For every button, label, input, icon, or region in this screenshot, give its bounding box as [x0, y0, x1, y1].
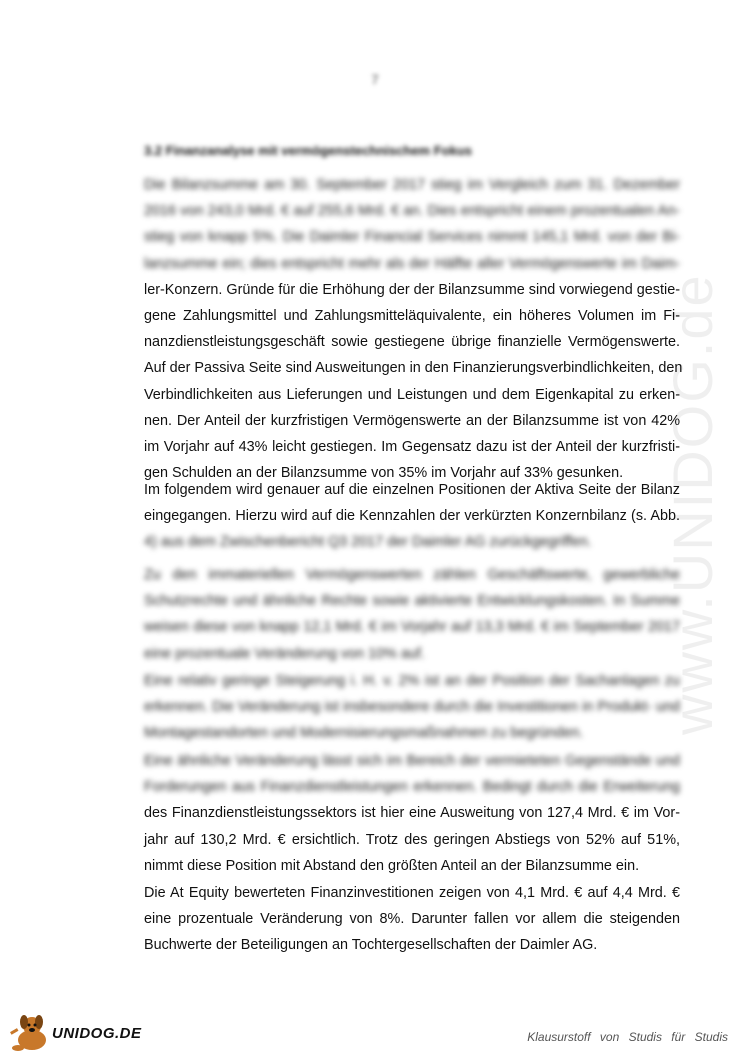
text-line: Buchwerte der Beteiligungen an Tochtergesellschaften der Daimler AG.	[144, 937, 598, 954]
text-line: Auf der Passiva Seite sind Ausweitungen in den Finanzierungsverbindlichkeiten, den	[144, 360, 683, 377]
text-line: weisen diese von knapp 12,1 Mrd. € im Vorjahr auf 13,3 Mrd. € im September 2017	[144, 619, 680, 636]
watermark-text: www.UNIDOG.de	[661, 273, 724, 735]
paragraph-5	[144, 748, 680, 879]
text-line: im Vorjahr auf 43% leicht gestiegen. Im Gegensatz dazu ist der Anteil der kurzfristi-	[144, 439, 680, 456]
text-line: nanzdienstleistungsgeschäft sowie gestiegene übrige finanzielle Vermögenswerte.	[144, 334, 680, 351]
text-line: Schutzrechte und ähnliche Rechte sowie aktivierte Entwicklungskosten. In Summe	[144, 593, 680, 610]
text-line: stieg von knapp 5%. Die Daimler Financial Services nimmt 145,1 Mrd. von der Bi-	[144, 229, 680, 246]
text-line: eine prozentuale Veränderung von 10% auf.	[144, 645, 425, 662]
text-line: Forderungen aus Finanzdienstleistungen erkennen. Bedingt durch die Erweiterung	[144, 779, 680, 796]
text-line: lanzsumme ein; dies entspricht mehr als der Hälfte aller Vermögenswerte im Daim-	[144, 255, 680, 272]
text-line: des Finanzdienstleistungssektors ist hier eine Ausweitung von 127,4 Mrd. € im Vor-	[144, 805, 680, 822]
text-line: Eine relativ geringe Steigerung i. H. v. 2% ist an der Position der Sachanlagen zu	[144, 673, 680, 689]
text-line: Die At Equity bewerteten Finanzinvestitionen zeigen von 4,1 Mrd. € auf 4,4 Mrd. €	[144, 885, 680, 901]
footer-slogan: Klausurstoff von Studis für Studis	[527, 1030, 728, 1044]
section-heading: 3.2 Finanzanalyse mit vermögenstechnischem Fokus	[144, 143, 473, 158]
paragraph-4	[144, 668, 680, 747]
text-line: Montagestandorten und Modernisierungsmaßnahmen zu begründen.	[144, 725, 584, 742]
text-line: Verbindlichkeiten aus Lieferungen und Leistungen und dem Eigenkapital zu erken-	[144, 386, 680, 403]
text-line: jahr auf 130,2 Mrd. € ersichtlich. Trotz des geringen Abstiegs von 52% auf 51%,	[144, 831, 680, 848]
paragraph-2	[144, 477, 680, 556]
text-line: erkennen. Die Veränderung ist insbesondere durch die Investitionen in Produkt- und	[144, 699, 680, 716]
text-line: nimmt diese Position mit Abstand den größten Anteil an der Bilanzsumme ein.	[144, 857, 640, 874]
text-line: eingegangen. Hierzu wird auf die Kennzahlen der verkürzten Konzernbilanz (s. Abb.	[144, 508, 680, 525]
page-number: 7	[371, 72, 379, 87]
text-line: Im folgendem wird genauer auf die einzelnen Positionen der Aktiva Seite der Bilanz	[144, 482, 680, 498]
logo-text: UNIDOG.DE	[52, 1025, 142, 1042]
paragraph-3	[144, 562, 680, 667]
text-line: gen Schulden an der Bilanzsumme von 35% im Vorjahr auf 33% gesunken.	[144, 465, 624, 482]
text-line: Die Bilanzsumme am 30. September 2017 stieg im Vergleich zum 31. Dezember	[144, 177, 680, 193]
text-line: 4) aus dem Zwischenbericht Q3 2017 der Daimler AG zurückgegriffen.	[144, 534, 592, 551]
text-line: gene Zahlungsmittel und Zahlungsmitteläquivalente, ein höheres Volumen im Fi-	[144, 308, 680, 325]
text-line: ler-Konzern. Gründe für die Erhöhung der der Bilanzsumme sind vorwiegend gestie-	[144, 281, 680, 298]
text-line: 2016 von 243,0 Mrd. € auf 255,6 Mrd. € an. Dies entspricht einem prozentualen An-	[144, 203, 680, 220]
text-line: Eine ähnliche Veränderung lässt sich im Bereich der vermieteten Gegenstände und	[144, 753, 680, 769]
paragraph-1	[144, 172, 683, 486]
text-line: Zu den immateriellen Vermögenswerten zählen Geschäftswerte, gewerbliche	[144, 567, 680, 583]
paragraph-6	[144, 880, 680, 959]
text-line: eine prozentuale Veränderung von 8%. Darunter fallen vor allem die steigenden	[144, 911, 680, 928]
text-line: nen. Der Anteil der kurzfristigen Vermögenswerte an der Bilanzsumme ist von 42%	[144, 412, 680, 429]
